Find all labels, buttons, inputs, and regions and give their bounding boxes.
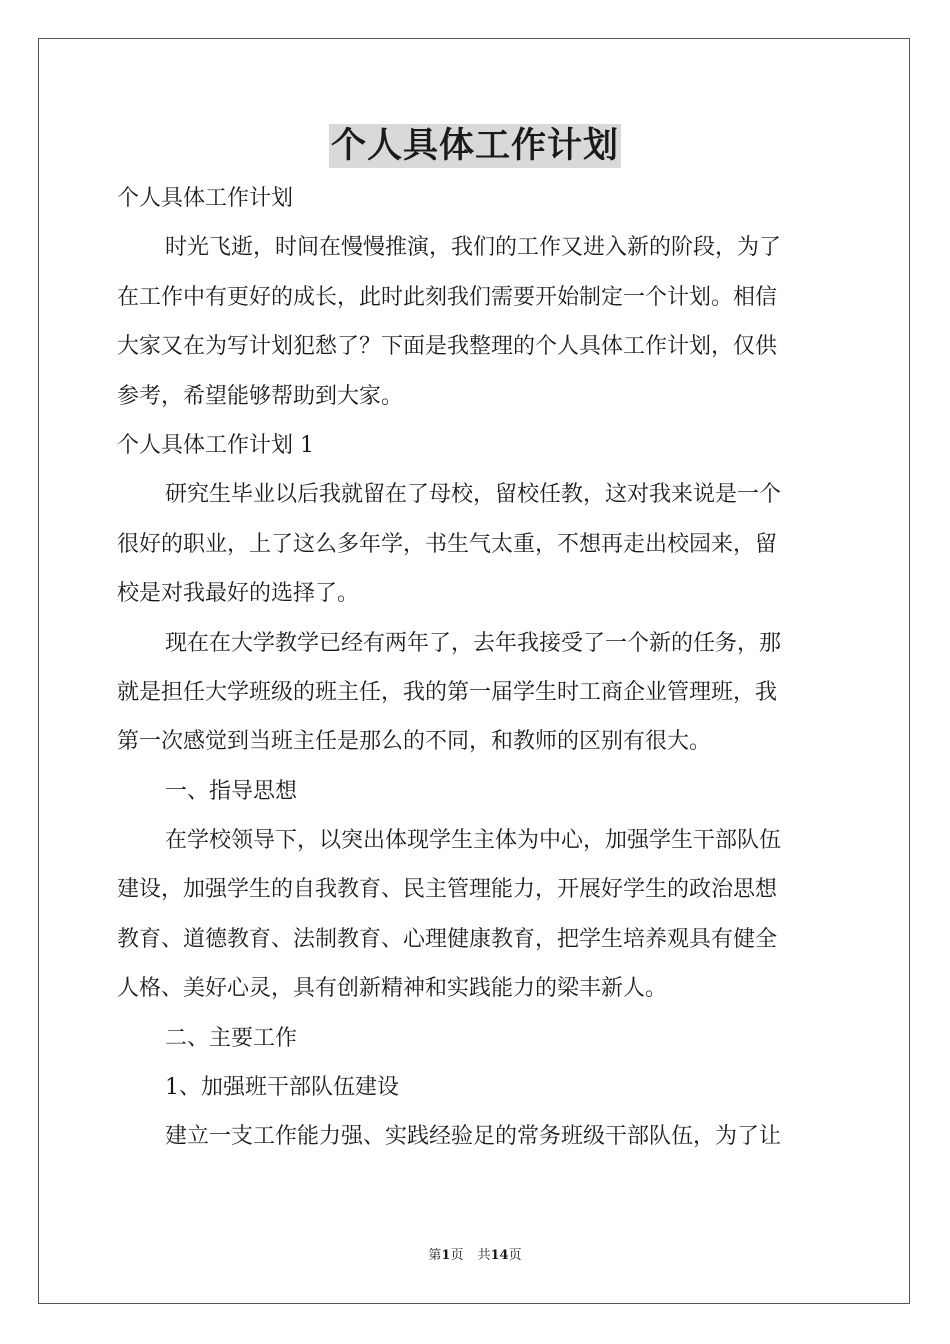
text-line: 个人具体工作计划: [117, 186, 294, 211]
text-line: 二、主要工作: [165, 1025, 298, 1051]
text-line: 很好的职业，上了这么多年学，书生气太重，不想再走出校园来，留: [117, 531, 778, 557]
text-line: 参考，希望能够帮助到大家。: [117, 383, 404, 409]
text-line: 在工作中有更好的成长，此时此刻我们需要开始制定一个计划。相信: [117, 284, 778, 310]
text-line: 大家又在为写计划犯愁了？下面是我整理的个人具体工作计划，仅供: [117, 334, 778, 360]
footer-current-page: 1: [441, 1248, 451, 1263]
text-line: 教育、道德教育、法制教育、心理健康教育，把学生培养观具有健全: [117, 926, 778, 952]
text-line: 建设，加强学生的自我教育、民主管理能力，开展好学生的政治思想: [117, 877, 778, 903]
text-line: 时光飞逝，时间在慢慢推演，我们的工作又进入新的阶段，为了: [165, 235, 782, 261]
text-line: 在学校领导下，以突出体现学生主体为中心，加强学生干部队伍: [165, 828, 782, 854]
text-line: 就是担任大学班级的班主任，我的第一届学生时工商企业管理班，我: [117, 679, 778, 705]
footer-total-suffix: 页: [508, 1248, 522, 1263]
text-line: 研究生毕业以后我就留在了母校，留校任教，这对我来说是一个: [165, 482, 782, 508]
text-line: 建立一支工作能力强、实践经验足的常务班级干部队伍，为了让: [165, 1124, 782, 1150]
text-line: 一、指导思想: [165, 778, 298, 804]
page-footer: [0, 1246, 950, 1266]
text-line: 个人具体工作计划 1: [117, 432, 314, 458]
footer-page-word: 页: [450, 1248, 464, 1263]
title-block: [0, 124, 950, 168]
text-line: 校是对我最好的选择了。: [117, 581, 360, 607]
text-line: 现在在大学教学已经有两年了，去年我接受了一个新的任务，那: [165, 630, 782, 656]
footer-total-prefix: 共: [477, 1248, 491, 1263]
footer-prefix: 第: [428, 1248, 442, 1263]
text-line: 人格、美好心灵，具有创新精神和实践能力的梁丰新人。: [117, 976, 668, 1002]
text-line: 第一次感觉到当班主任是那么的不同，和教师的区别有很大。: [117, 729, 712, 755]
document-title: 个人具体工作计划: [330, 125, 619, 166]
footer-total-pages: 14: [490, 1248, 509, 1263]
document-body: [117, 174, 833, 1162]
text-line: 1、加强班干部队伍建设: [165, 1075, 399, 1101]
